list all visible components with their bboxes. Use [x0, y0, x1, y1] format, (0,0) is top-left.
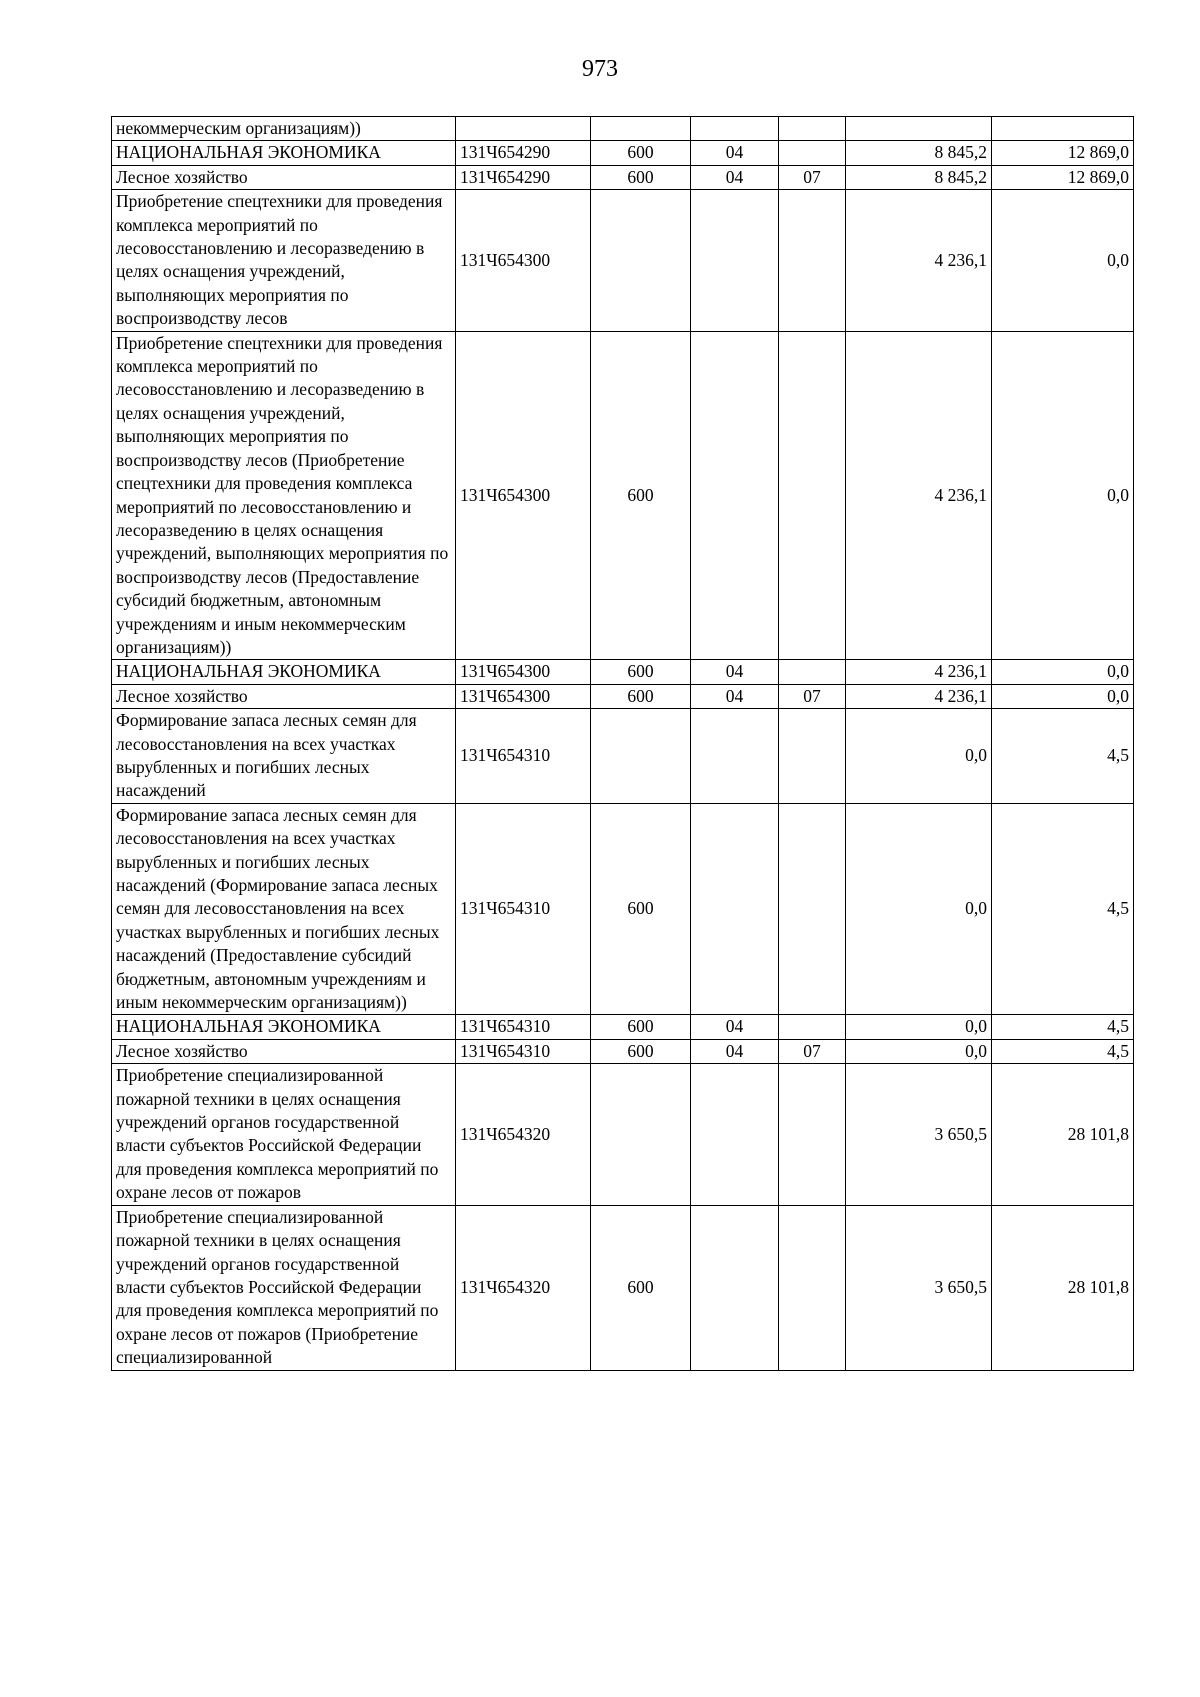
amount-year1-cell: 8 845,2 [846, 141, 992, 165]
amount-year2-cell: 28 101,8 [992, 1064, 1134, 1205]
section-cell [691, 331, 779, 660]
section-cell [691, 190, 779, 331]
expense-type-cell: 600 [591, 331, 691, 660]
section-cell: 04 [691, 684, 779, 708]
expense-type-cell: 600 [591, 803, 691, 1015]
amount-year1-cell: 8 845,2 [846, 165, 992, 189]
page-number: 973 [582, 56, 618, 82]
section-cell: 04 [691, 141, 779, 165]
expense-type-cell [591, 117, 691, 141]
expense-type-cell [591, 1064, 691, 1205]
target-article-cell: 131Ч654300 [456, 331, 591, 660]
amount-year2-cell: 4,5 [992, 803, 1134, 1015]
target-article-cell: 131Ч654300 [456, 190, 591, 331]
table-row [112, 165, 1134, 189]
subsection-cell [779, 803, 846, 1015]
amount-year2-cell: 4,5 [992, 1015, 1134, 1039]
target-article-cell: 131Ч654300 [456, 684, 591, 708]
target-article-cell: 131Ч654310 [456, 709, 591, 804]
amount-year2-cell: 28 101,8 [992, 1205, 1134, 1370]
subsection-cell: 07 [779, 684, 846, 708]
target-article-cell: 131Ч654320 [456, 1205, 591, 1370]
amount-year1-cell: 4 236,1 [846, 660, 992, 684]
target-article-cell: 131Ч654290 [456, 141, 591, 165]
budget-table [111, 116, 1134, 1371]
name-cell: Приобретение специализированной пожарной техники в целях оснащения учреждений органов государственной власти субъектов Российской Федерации для проведения комплекса мероприятий по охране лесов от пожаров (Приобретение специализированной [112, 1205, 456, 1370]
subsection-cell [779, 141, 846, 165]
amount-year1-cell: 0,0 [846, 709, 992, 804]
expense-type-cell: 600 [591, 1015, 691, 1039]
amount-year1-cell: 0,0 [846, 1015, 992, 1039]
expense-type-cell [591, 190, 691, 331]
subsection-cell [779, 117, 846, 141]
subsection-cell [779, 1064, 846, 1205]
subsection-cell [779, 660, 846, 684]
table-row [112, 1039, 1134, 1063]
name-cell: Лесное хозяйство [112, 684, 456, 708]
name-cell: Приобретение спецтехники для проведения комплекса мероприятий по лесовосстановлению и лесоразведению в целях оснащения учреждений, выполняющих мероприятия по воспроизводству лесов (Приобретение спецтехники для проведения комплекса мероприятий по лесовосстановлению и лесоразведению в целях оснащения учреждений, выполняющих мероприятия по воспроизводству лесов (Предоставление субсидий бюджетным, автономным учреждениям и иным некоммерческим организациям)) [112, 331, 456, 660]
amount-year2-cell: 4,5 [992, 1039, 1134, 1063]
subsection-cell [779, 331, 846, 660]
name-cell: Лесное хозяйство [112, 1039, 456, 1063]
amount-year1-cell: 4 236,1 [846, 190, 992, 331]
section-cell [691, 709, 779, 804]
amount-year1-cell: 0,0 [846, 1039, 992, 1063]
section-cell: 04 [691, 660, 779, 684]
name-cell: Формирование запаса лесных семян для лесовосстановления на всех участках вырубленных и погибших лесных насаждений (Формирование запаса лесных семян для лесовосстановления на всех участках вырубленных и погибших лесных насаждений (Предоставление субсидий бюджетным, автономным учреждениям и иным некоммерческим организациям)) [112, 803, 456, 1015]
section-cell [691, 803, 779, 1015]
subsection-cell [779, 1205, 846, 1370]
amount-year2-cell: 0,0 [992, 684, 1134, 708]
target-article-cell: 131Ч654310 [456, 803, 591, 1015]
amount-year2-cell [992, 117, 1134, 141]
section-cell [691, 1064, 779, 1205]
table-row [112, 803, 1134, 1015]
name-cell: НАЦИОНАЛЬНАЯ ЭКОНОМИКА [112, 1015, 456, 1039]
name-cell: Формирование запаса лесных семян для лесовосстановления на всех участках вырубленных и погибших лесных насаждений [112, 709, 456, 804]
subsection-cell: 07 [779, 165, 846, 189]
amount-year1-cell [846, 117, 992, 141]
target-article-cell: 131Ч654310 [456, 1039, 591, 1063]
amount-year1-cell: 4 236,1 [846, 684, 992, 708]
target-article-cell: 131Ч654300 [456, 660, 591, 684]
section-cell: 04 [691, 165, 779, 189]
table-row [112, 1064, 1134, 1205]
table-row [112, 117, 1134, 141]
name-cell: некоммерческим организациям)) [112, 117, 456, 141]
table-row [112, 1205, 1134, 1370]
table-row [112, 1015, 1134, 1039]
target-article-cell: 131Ч654320 [456, 1064, 591, 1205]
amount-year1-cell: 3 650,5 [846, 1064, 992, 1205]
name-cell: Приобретение специализированной пожарной техники в целях оснащения учреждений органов государственной власти субъектов Российской Федерации для проведения комплекса мероприятий по охране лесов от пожаров [112, 1064, 456, 1205]
table-row [112, 684, 1134, 708]
target-article-cell: 131Ч654310 [456, 1015, 591, 1039]
amount-year2-cell: 0,0 [992, 660, 1134, 684]
table-row [112, 190, 1134, 331]
name-cell: НАЦИОНАЛЬНАЯ ЭКОНОМИКА [112, 660, 456, 684]
subsection-cell [779, 709, 846, 804]
table-row [112, 709, 1134, 804]
table-row [112, 331, 1134, 660]
amount-year2-cell: 4,5 [992, 709, 1134, 804]
section-cell [691, 1205, 779, 1370]
expense-type-cell: 600 [591, 660, 691, 684]
name-cell: Приобретение спецтехники для проведения комплекса мероприятий по лесовосстановлению и лесоразведению в целях оснащения учреждений, выполняющих мероприятия по воспроизводству лесов [112, 190, 456, 331]
expense-type-cell: 600 [591, 1039, 691, 1063]
amount-year2-cell: 0,0 [992, 331, 1134, 660]
subsection-cell [779, 190, 846, 331]
expense-type-cell [591, 709, 691, 804]
subsection-cell: 07 [779, 1039, 846, 1063]
subsection-cell [779, 1015, 846, 1039]
table-row [112, 141, 1134, 165]
amount-year1-cell: 4 236,1 [846, 331, 992, 660]
target-article-cell: 131Ч654290 [456, 165, 591, 189]
name-cell: Лесное хозяйство [112, 165, 456, 189]
target-article-cell [456, 117, 591, 141]
name-cell: НАЦИОНАЛЬНАЯ ЭКОНОМИКА [112, 141, 456, 165]
amount-year2-cell: 0,0 [992, 190, 1134, 331]
amount-year2-cell: 12 869,0 [992, 141, 1134, 165]
section-cell [691, 117, 779, 141]
expense-type-cell: 600 [591, 1205, 691, 1370]
expense-type-cell: 600 [591, 165, 691, 189]
section-cell: 04 [691, 1015, 779, 1039]
amount-year1-cell: 0,0 [846, 803, 992, 1015]
amount-year2-cell: 12 869,0 [992, 165, 1134, 189]
expense-type-cell: 600 [591, 141, 691, 165]
amount-year1-cell: 3 650,5 [846, 1205, 992, 1370]
expense-type-cell: 600 [591, 684, 691, 708]
table-row [112, 660, 1134, 684]
section-cell: 04 [691, 1039, 779, 1063]
